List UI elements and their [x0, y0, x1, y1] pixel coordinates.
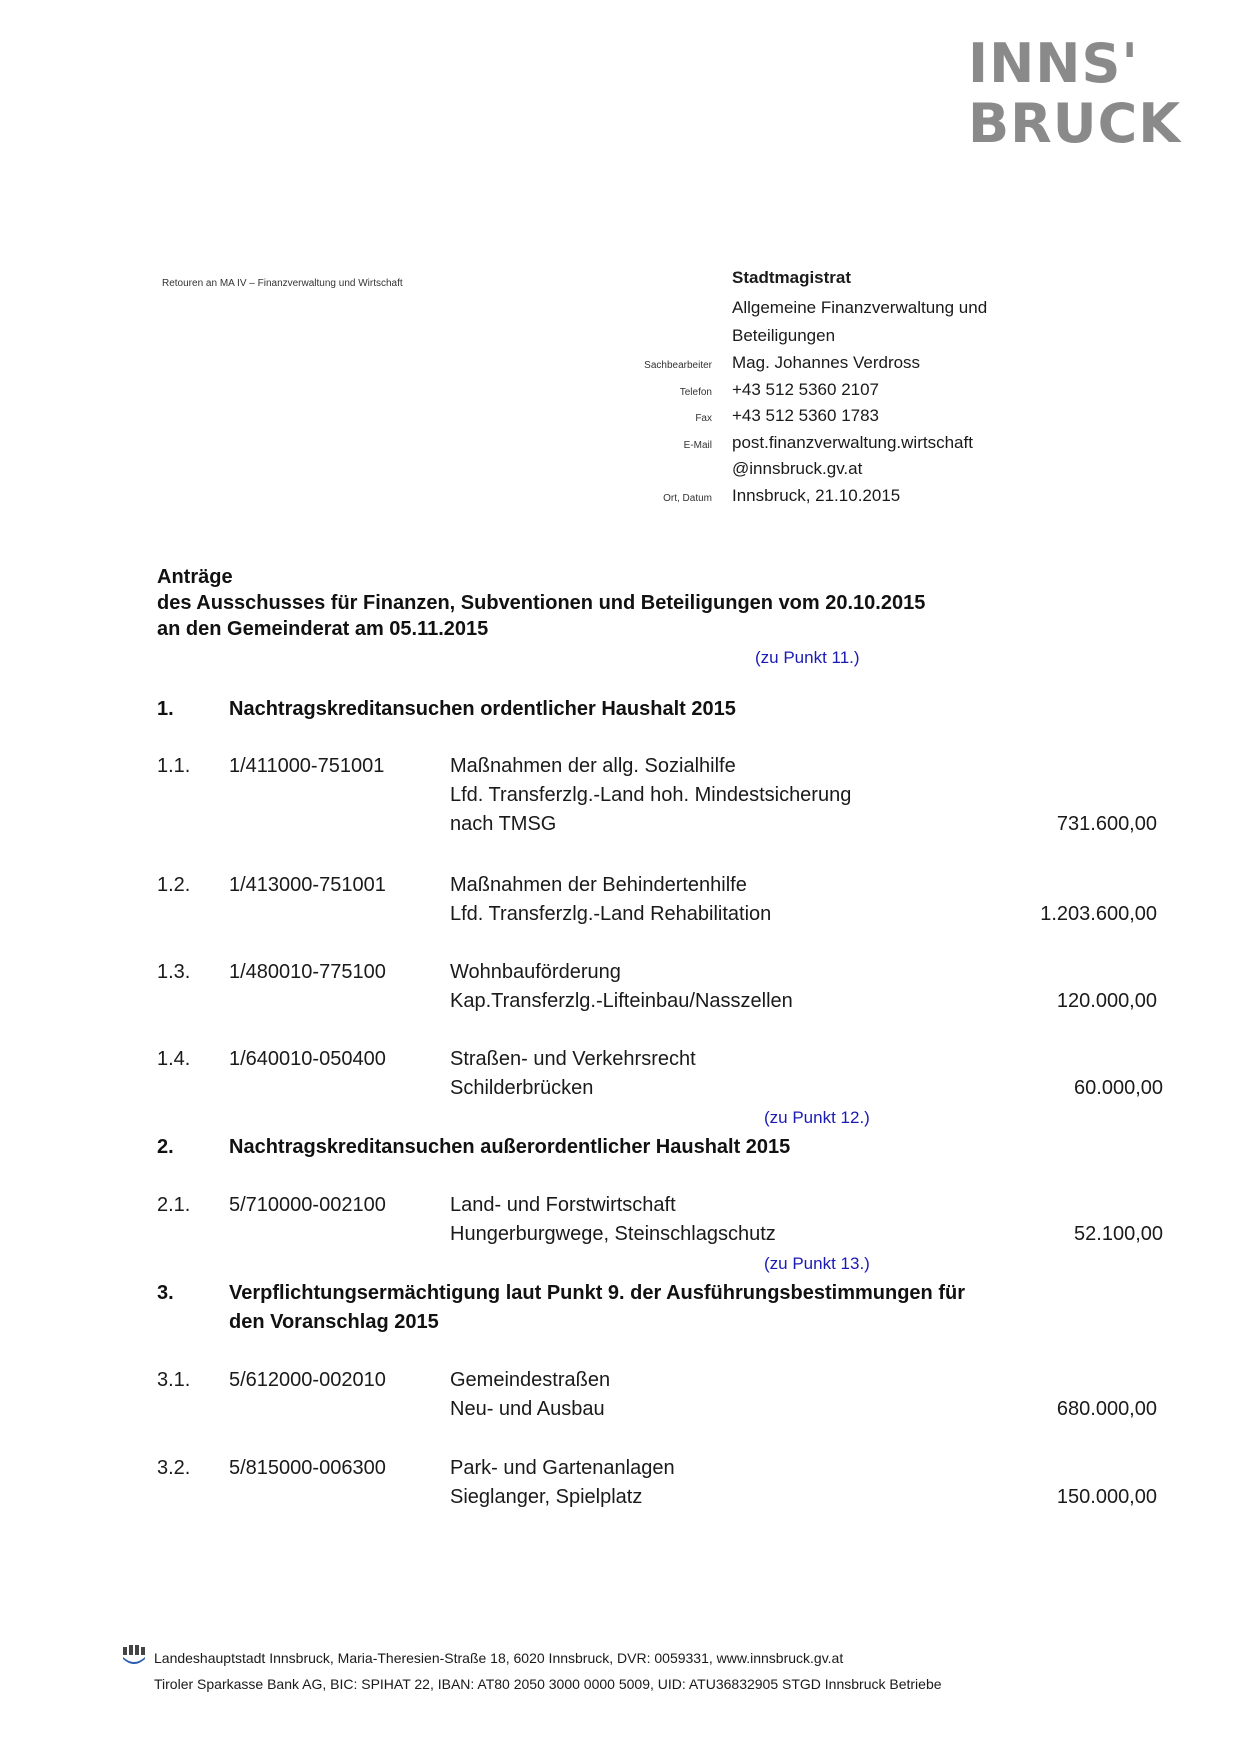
heading-line-2: des Ausschusses für Finanzen, Subventionen und Beteiligungen vom 20.10.2015 [157, 592, 926, 614]
item-amount: 1.203.600,00 [1040, 903, 1157, 925]
section-number: 2. [157, 1136, 174, 1158]
item-line-1: Land- und Forstwirtschaft [450, 1194, 676, 1216]
section-title-line-1: Verpflichtungsermächtigung laut Punkt 9. der Ausführungsbestimmungen für [229, 1282, 965, 1304]
item-line-1: Park- und Gartenanlagen [450, 1457, 675, 1479]
item-line-2: Schilderbrücken [450, 1077, 594, 1099]
department-line-2: Beteiligungen [732, 326, 836, 345]
item-line-1: Maßnahmen der allg. Sozialhilfe [450, 755, 736, 777]
item-number: 1.1. [157, 755, 191, 777]
item-amount: 60.000,00 [1074, 1077, 1163, 1099]
return-address: Retouren an MA IV – Finanzverwaltung und Wirtschaft [162, 278, 403, 289]
note-point-13: (zu Punkt 13.) [764, 1254, 870, 1273]
clerk-name: Mag. Johannes Verdross [732, 353, 921, 372]
section-2 [157, 1133, 1149, 1162]
heading-line-1: Anträge [157, 566, 233, 588]
list-item [157, 958, 1157, 1018]
item-line-2: Lfd. Transferzlg.-Land hoh. Mindestsicherung [450, 784, 852, 806]
heading-line-3: an den Gemeinderat am 05.11.2015 [157, 618, 489, 640]
item-account: 5/815000-006300 [229, 1457, 386, 1479]
item-number: 3.2. [157, 1457, 191, 1479]
section-number: 1. [157, 698, 174, 720]
document-heading [157, 564, 925, 642]
list-item [157, 1191, 1163, 1251]
item-number: 1.2. [157, 874, 191, 896]
footer-line-1: Landeshauptstadt Innsbruck, Maria-Theresien-Straße 18, 6020 Innsbruck, DVR: 0059331, www.innsbruck.gv.at [154, 1649, 844, 1666]
note-point-11: (zu Punkt 11.) [755, 648, 860, 667]
note-point-12: (zu Punkt 12.) [764, 1108, 870, 1127]
item-amount: 120.000,00 [1056, 990, 1157, 1012]
item-line-1: Wohnbauförderung [450, 961, 621, 983]
city-logo [968, 34, 1192, 154]
section-number: 3. [157, 1282, 174, 1304]
item-account: 5/710000-002100 [229, 1194, 386, 1216]
item-account: 1/480010-775100 [229, 961, 386, 983]
item-amount: 680.000,00 [1056, 1398, 1157, 1420]
item-line-1: Gemeindestraßen [450, 1369, 611, 1391]
city-crest-icon [122, 1643, 146, 1672]
list-item [157, 1454, 1157, 1514]
list-item [157, 752, 1157, 842]
item-amount: 150.000,00 [1056, 1486, 1157, 1508]
item-account: 1/411000-751001 [229, 755, 385, 777]
item-line-2: Neu- und Ausbau [450, 1398, 605, 1420]
logo-line-2: BRUCK [968, 92, 1182, 155]
logo-line-1: INNS' [968, 32, 1139, 95]
section-3 [157, 1279, 1149, 1337]
email-label: E-Mail [683, 440, 712, 451]
item-account: 1/413000-751001 [229, 874, 386, 896]
item-number: 2.1. [157, 1194, 191, 1216]
section-title: Nachtragskreditansuchen außerordentlicher Haushalt 2015 [229, 1136, 791, 1158]
item-line-1: Straßen- und Verkehrsrecht [450, 1048, 696, 1070]
section-title: Nachtragskreditansuchen ordentlicher Haushalt 2015 [229, 698, 736, 720]
phone-number: +43 512 5360 2107 [732, 380, 880, 399]
fax-number: +43 512 5360 1783 [732, 406, 880, 425]
item-account: 1/640010-050400 [229, 1048, 386, 1070]
list-item [157, 1045, 1163, 1105]
footer-line-2: Tiroler Sparkasse Bank AG, BIC: SPIHAT 22, IBAN: AT80 2050 3000 0000 5009, UID: ATU36832905 STGD Innsbruck Betriebe [154, 1676, 942, 1692]
item-line-2: Lfd. Transferzlg.-Land Rehabilitation [450, 903, 772, 925]
email-line-1[interactable]: post.finanzverwaltung.wirtschaft [732, 433, 973, 452]
item-amount: 52.100,00 [1074, 1223, 1163, 1245]
clerk-label: Sachbearbeiter [644, 360, 712, 371]
list-item [157, 871, 1157, 931]
org-name: Stadtmagistrat [732, 268, 852, 287]
item-account: 5/612000-002010 [229, 1369, 386, 1391]
list-item [157, 1366, 1157, 1426]
item-number: 1.3. [157, 961, 191, 983]
item-line-1: Maßnahmen der Behindertenhilfe [450, 874, 747, 896]
item-line-3: nach TMSG [450, 813, 557, 835]
phone-label: Telefon [679, 387, 712, 398]
section-1 [157, 695, 1149, 724]
contact-block [560, 268, 1160, 512]
footer [122, 1643, 942, 1696]
section-title-line-2: den Voranschlag 2015 [229, 1311, 439, 1333]
item-line-2: Kap.Transferzlg.-Lifteinbau/Nasszellen [450, 990, 793, 1012]
fax-label: Fax [695, 413, 712, 424]
department-line-1: Allgemeine Finanzverwaltung und [732, 298, 988, 317]
place-date: Innsbruck, 21.10.2015 [732, 486, 901, 505]
email-line-2[interactable]: @innsbruck.gv.at [732, 459, 863, 478]
item-number: 1.4. [157, 1048, 191, 1070]
item-amount: 731.600,00 [1056, 813, 1157, 835]
item-line-2: Hungerburgwege, Steinschlagschutz [450, 1223, 776, 1245]
item-line-2: Sieglanger, Spielplatz [450, 1486, 643, 1508]
date-label: Ort, Datum [663, 493, 712, 504]
item-number: 3.1. [157, 1369, 191, 1391]
